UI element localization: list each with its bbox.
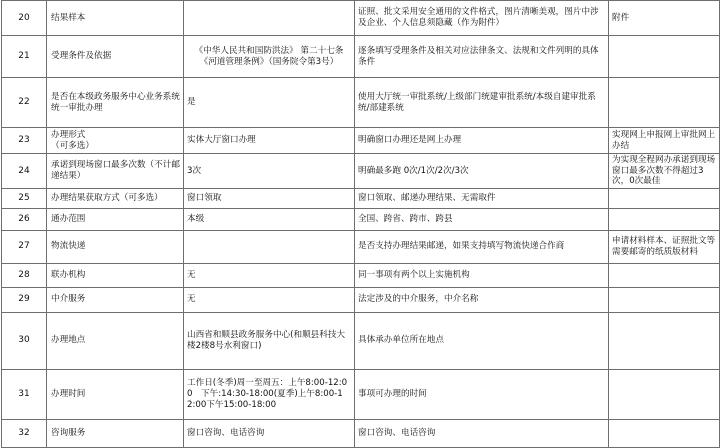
item-name-cell: 通办范围 [47,208,184,230]
item-value-cell: 窗口领取 [184,188,355,208]
note-cell [609,78,720,128]
note-cell [609,263,720,287]
item-name-cell: 中介服务 [47,287,184,312]
note-cell [609,312,720,369]
requirement-cell: 事项可办理的时间 [355,369,609,419]
requirement-cell: 同一事项有两个以上实施机构 [355,263,609,287]
table-row [2,1,720,36]
row-number-cell: 28 [2,263,47,287]
table-row [2,312,720,369]
note-cell: 附件 [609,1,720,36]
table-row [2,263,720,287]
item-value-cell: 实体大厅窗口办理 [184,128,355,154]
table-row [2,154,720,189]
item-name-cell: 是否在本级政务服务中心业务系统统一审批办理 [47,78,184,128]
service-item-table [1,0,720,448]
note-cell [609,287,720,312]
requirement-cell: 窗口咨询、电话咨询 [355,419,609,447]
item-name-cell: 结果样本 [47,1,184,36]
item-value-cell: 3次 [184,154,355,189]
item-value-cell: 无 [184,287,355,312]
table-row [2,230,720,263]
requirement-cell: 明确窗口办理还是网上办理 [355,128,609,154]
note-cell [609,208,720,230]
item-value-cell: 山西省和顺县政务服务中心(和顺县科技大楼2楼8号水利窗口) [184,312,355,369]
requirement-cell: 法定涉及的中介服务，中介名称 [355,287,609,312]
row-number-cell: 26 [2,208,47,230]
item-value-cell: 是 [184,78,355,128]
row-number-cell: 30 [2,312,47,369]
row-number-cell: 23 [2,128,47,154]
requirement-cell: 窗口领取、邮递办理结果、无需取件 [355,188,609,208]
item-value-cell: 本级 [184,208,355,230]
item-value-cell: 无 [184,263,355,287]
requirement-cell: 是否支持办理结果邮递，如果支持填写物流快递合作商 [355,230,609,263]
row-number-cell: 25 [2,188,47,208]
item-value-cell: 窗口咨询、电话咨询 [184,419,355,447]
note-cell [609,419,720,447]
requirement-cell: 全国、跨省、跨市、跨县 [355,208,609,230]
row-number-cell: 29 [2,287,47,312]
row-number-cell: 24 [2,154,47,189]
item-name-cell: 承诺到现场窗口最多次数（不计邮递结果） [47,154,184,189]
requirement-cell: 使用大厅统一审批系统/上级部门统建审批系统/本级自建审批系统/部建系统 [355,78,609,128]
row-number-cell: 31 [2,369,47,419]
note-cell: 实现网上申报网上审批网上办结 [609,128,720,154]
note-cell: 为实现全程网办承诺到现场窗口最多次数不得超过3次，0次最佳 [609,154,720,189]
table-row [2,287,720,312]
item-name-cell: 办理地点 [47,312,184,369]
item-value-cell [184,1,355,36]
row-number-cell: 21 [2,36,47,78]
requirement-cell: 证照、批文采用安全通用的文件格式，图片清晰美观，图片中涉及企业、个人信息须隐藏（作为附件） [355,1,609,36]
item-name-cell: 办理结果获取方式（可多选） [47,188,184,208]
item-value-cell [184,230,355,263]
table-row [2,369,720,419]
requirement-cell: 明确最多跑 0次/1次/2次/3次 [355,154,609,189]
note-cell [609,369,720,419]
row-number-cell: 27 [2,230,47,263]
item-value-cell: 《中华人民共和国防洪法》 第二十七条 《河道管理条例》（国务院令第3号） [184,36,355,78]
note-cell: 申请材料样本、证照批文等需要邮寄的纸质版材料 [609,230,720,263]
table-row [2,36,720,78]
requirement-cell: 具体承办单位所在地点 [355,312,609,369]
row-number-cell: 32 [2,419,47,447]
item-name-cell: 办理时间 [47,369,184,419]
item-name-cell: 咨询服务 [47,419,184,447]
table-row [2,208,720,230]
row-number-cell: 20 [2,1,47,36]
note-cell [609,188,720,208]
note-cell [609,36,720,78]
item-name-cell: 办理形式 （可多选） [47,128,184,154]
table-row [2,419,720,447]
item-value-cell: 工作日(冬季)周一至周五：上午8:00-12:00 下午:14:30-18:00(夏季)上午8:00-12:00下午15:00-18:00 [184,369,355,419]
table-row [2,78,720,128]
requirement-cell: 逐条填写受理条件及相关对应法律条文、法规和文件列明的具体条件 [355,36,609,78]
table-row [2,128,720,154]
item-name-cell: 物流快递 [47,230,184,263]
table-row [2,188,720,208]
item-name-cell: 联办机构 [47,263,184,287]
item-name-cell: 受理条件及依据 [47,36,184,78]
row-number-cell: 22 [2,78,47,128]
